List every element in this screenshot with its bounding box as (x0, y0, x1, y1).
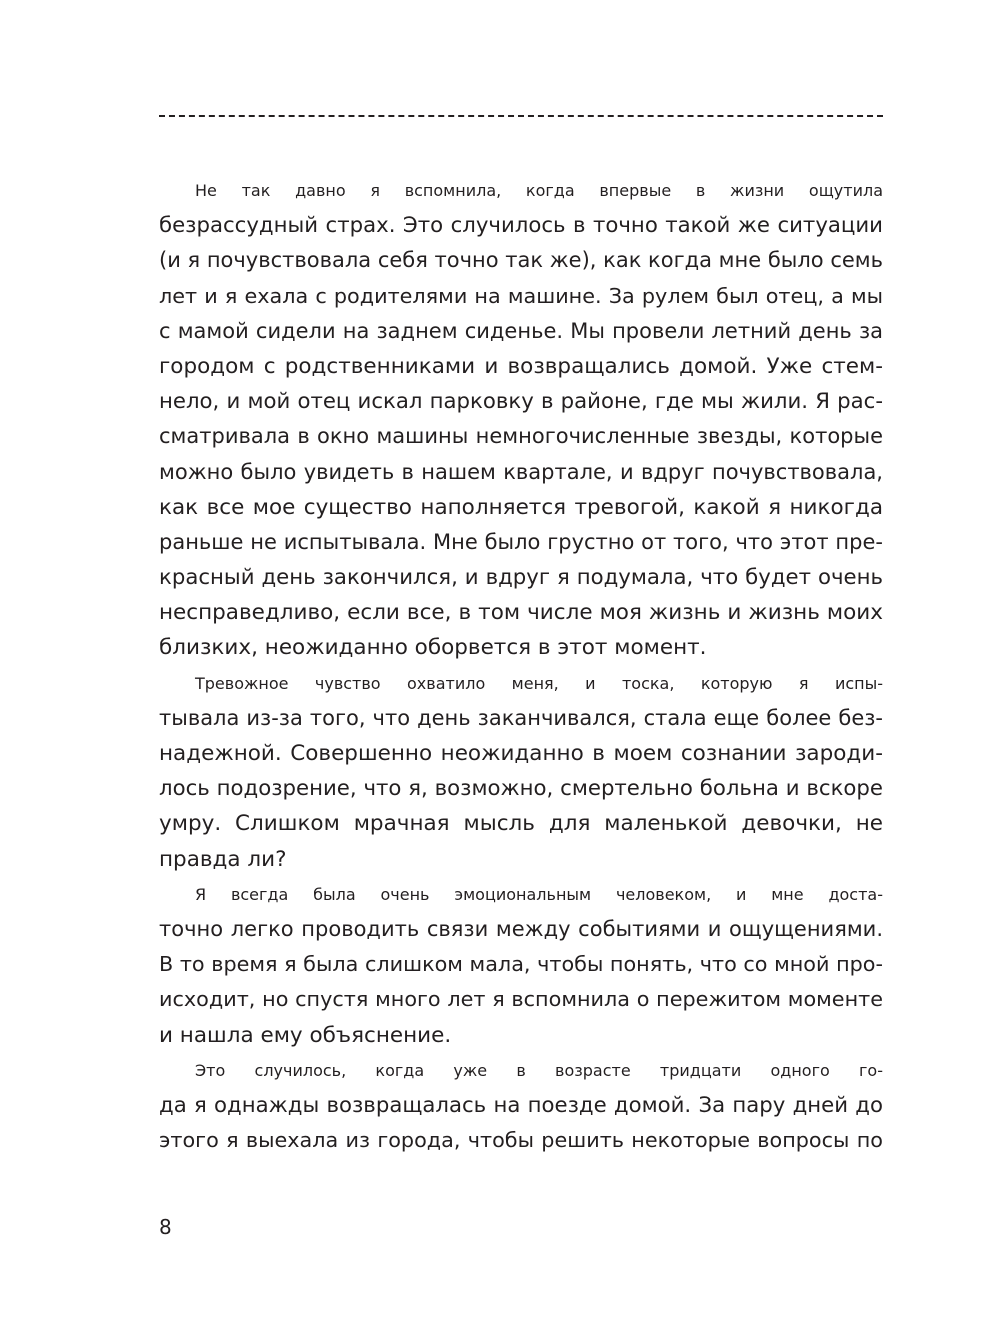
body-text (159, 173, 883, 1158)
text-line: точно легко проводить связи между событиями и ощущениями. (159, 916, 883, 941)
text-line: нело, и мой отец искал парковку в районе, где мы жили. Я рас- (159, 389, 883, 415)
page-number: 8 (159, 1215, 172, 1239)
paragraph-4 (159, 1053, 883, 1159)
text-line: лось подозрение, что я, возможно, смертельно больна и вскоре (159, 776, 883, 802)
text-line: (и я почувствовала себя точно так же), как когда мне было семь (159, 248, 884, 273)
text-line: этого я выехала из города, чтобы решить некоторые вопросы по (159, 1128, 883, 1153)
text-line: несправедливо, если все, в том числе моя жизнь и жизнь моих (159, 600, 883, 626)
text-line: как все мое существо наполняется тревогой, какой я никогда (159, 494, 883, 520)
text-line: сматривала в окно машины немногочисленные звезды, которые (159, 424, 883, 449)
text-line: лет и я ехала с родителями на машине. За рулем был отец, а мы (159, 283, 883, 308)
text-line: с мамой сидели на заднем сиденье. Мы провели летний день за (159, 318, 883, 343)
text-line: красный день закончился, и вдруг я подумала, что будет очень (159, 565, 883, 591)
paragraph-3 (159, 877, 883, 1053)
text-line: Тревожное чувство охватило меня, и тоска, которую я испы- (195, 673, 883, 693)
text-line: надежной. Совершенно неожиданно в моем сознании зароди- (159, 741, 883, 766)
text-line: можно было увидеть в нашем квартале, и вдруг почувствовала, (159, 459, 883, 484)
text-line: близких, неожиданно оборвется в этот момент. (159, 635, 707, 661)
text-line: Это случилось, когда уже в возрасте тридцати одного го- (195, 1060, 883, 1080)
paragraph-2 (159, 666, 883, 877)
text-line: и нашла ему объяснение. (159, 1022, 452, 1048)
text-line: да я однажды возвращалась на поезде домой. За пару дней до (159, 1092, 883, 1118)
text-line: тывала из-за того, что день заканчивался, стала еще более без- (159, 705, 883, 730)
text-line: В то время я была слишком мала, чтобы понять, что со мной про- (159, 952, 883, 977)
text-line: Не так давно я вспомнила, когда впервые в жизни ощутила (195, 181, 883, 200)
paragraph-1 (159, 173, 883, 666)
text-line: раньше не испытывала. Мне было грустно от того, что этот пре- (159, 529, 883, 554)
dashed-separator (159, 115, 883, 117)
text-line: городом с родственниками и возвращались домой. Уже стем- (159, 353, 883, 379)
text-line: умру. Слишком мрачная мысль для маленькой девочки, не (159, 811, 883, 837)
text-line: исходит, но спустя много лет я вспомнила о пережитом моменте (159, 987, 883, 1012)
text-line: безрассудный страх. Это случилось в точно такой же ситуации (159, 213, 883, 239)
text-line: Я всегда была очень эмоциональным человеком, и мне доста- (195, 884, 883, 904)
text-line: правда ли? (159, 846, 287, 872)
